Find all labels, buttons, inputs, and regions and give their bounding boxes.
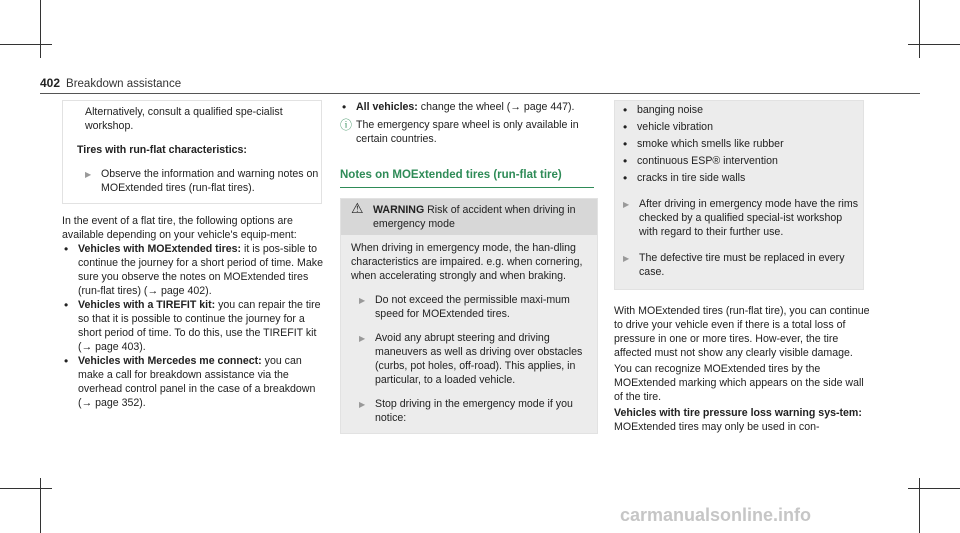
crop-mark — [40, 0, 41, 58]
info-icon: ⓘ — [340, 118, 353, 132]
crop-mark — [40, 478, 41, 533]
list-item — [621, 120, 863, 134]
item-lead: Vehicles with Mercedes me connect: — [78, 355, 262, 367]
crop-mark — [0, 44, 52, 45]
paragraph: You can recognize MOExtended tires by the MOExtended marking which appears on the side wall of the tire. — [614, 363, 864, 403]
warning-step-text: Avoid any abrupt steering and driving maneuvers as well as driving over obstacles (curbs, pot holes, off-road). This applies, in particular, to a loaded vehicle. — [375, 332, 583, 386]
item-text: banging noise — [637, 104, 703, 116]
step-arrow-icon: ▶ — [85, 170, 92, 179]
warning-step-text: Do not exceed the permissible maxi-mum speed for MOExtended tires. — [375, 294, 570, 320]
item-lead: All vehicles: — [356, 101, 418, 113]
column-left — [62, 100, 322, 410]
warning-step — [351, 331, 587, 387]
wheel-list — [340, 100, 596, 114]
column-middle — [340, 100, 596, 434]
list-item — [621, 171, 863, 185]
crop-mark — [0, 488, 52, 489]
warning-step-text: The defective tire must be replaced in every case. — [639, 252, 845, 278]
step-arrow-icon: ▶ — [359, 296, 366, 305]
section-title: Notes on MOExtended tires (run-flat tire) — [340, 169, 562, 181]
warning-step — [615, 251, 863, 279]
list-item — [621, 154, 863, 168]
warning-triangle-icon: ⚠ — [351, 200, 364, 216]
column-right — [614, 100, 870, 434]
note-text: Alternatively, consult a qualified spe-cialist workshop. — [85, 106, 283, 132]
step-arrow-icon: ▶ — [623, 254, 630, 263]
page-header — [40, 76, 181, 91]
paragraph-lead: Vehicles with tire pressure loss warning sys-tem: — [614, 407, 862, 419]
paragraph: With MOExtended tires (run-flat tire), you can continue to drive your vehicle even if there is a total loss of pressure in one or more tires. How-ever, the tire affected must not show any clearly visible damage. — [614, 305, 870, 359]
warning-label: WARNING — [373, 204, 425, 216]
info-note — [340, 118, 596, 146]
item-text: you can repair the tire so that it is possible to continue the journey for a short period of time. To do this, use the TIREFIT kit (→ page 403). — [78, 299, 321, 353]
item-text: change the wheel (→ page 447). — [417, 101, 575, 113]
warning-step — [351, 397, 587, 425]
list-item — [621, 103, 863, 117]
symptom-list — [615, 103, 863, 185]
warning-body: When driving in emergency mode, the han-dling characteristics are impaired. e.g. when cornering, when accelerating strongly and when braking. — [351, 242, 583, 282]
warning-headline: Risk of accident when driving in emergency mode — [373, 204, 576, 230]
info-text: The emergency spare wheel is only available in certain countries. — [356, 119, 579, 145]
warning-step — [351, 293, 587, 321]
note-heading: Tires with run-flat characteristics: — [77, 144, 247, 156]
list-item — [62, 354, 324, 410]
intro-paragraph: In the event of a flat tire, the following options are available depending on your vehicle's equip-ment: — [62, 215, 297, 241]
list-item — [62, 242, 324, 298]
warning-step — [615, 197, 863, 239]
step-arrow-icon: ▶ — [623, 200, 630, 209]
note-box — [62, 100, 322, 204]
step-arrow-icon: ▶ — [359, 334, 366, 343]
note-step — [63, 167, 321, 195]
warning-step-text: Stop driving in the emergency mode if you notice: — [375, 398, 573, 424]
section-rule — [340, 187, 594, 188]
options-list — [62, 242, 324, 410]
item-text: vehicle vibration — [637, 121, 713, 133]
warning-box — [340, 198, 598, 434]
header-rule — [40, 93, 920, 94]
warning-header — [341, 199, 597, 235]
paragraph — [614, 406, 870, 434]
list-item — [340, 100, 596, 114]
watermark: carmanualsonline.info — [620, 505, 812, 525]
list-item — [62, 298, 324, 354]
item-text: it is pos-sible to continue the journey for a short period of time. Make sure you observe the notes on MOExtended tires (run-flat tires) (→ page 402). — [78, 243, 323, 297]
list-item — [621, 137, 863, 151]
item-lead: Vehicles with a TIREFIT kit: — [78, 299, 216, 311]
crop-mark — [919, 0, 920, 58]
warning-continued-box — [614, 100, 864, 290]
step-arrow-icon: ▶ — [359, 400, 366, 409]
crop-mark — [908, 44, 960, 45]
item-lead: Vehicles with MOExtended tires: — [78, 243, 242, 255]
item-text: smoke which smells like rubber — [637, 138, 784, 150]
page-title: Breakdown assistance — [66, 78, 182, 90]
paragraph-text: MOExtended tires may only be used in con- — [614, 421, 820, 433]
page-number: 402 — [40, 76, 61, 90]
crop-mark — [919, 478, 920, 533]
note-step-text: Observe the information and warning notes on MOExtended tires (run-flat tires). — [101, 168, 319, 194]
warning-step-text: After driving in emergency mode have the rims checked by a qualified special-ist workshop with regard to their further use. — [639, 198, 859, 238]
item-text: cracks in tire side walls — [637, 172, 746, 184]
item-text: continuous ESP® intervention — [637, 155, 778, 167]
item-text: you can make a call for breakdown assistance via the overhead control panel in the case of a breakdown (→ page 352). — [78, 355, 316, 409]
crop-mark — [908, 488, 960, 489]
